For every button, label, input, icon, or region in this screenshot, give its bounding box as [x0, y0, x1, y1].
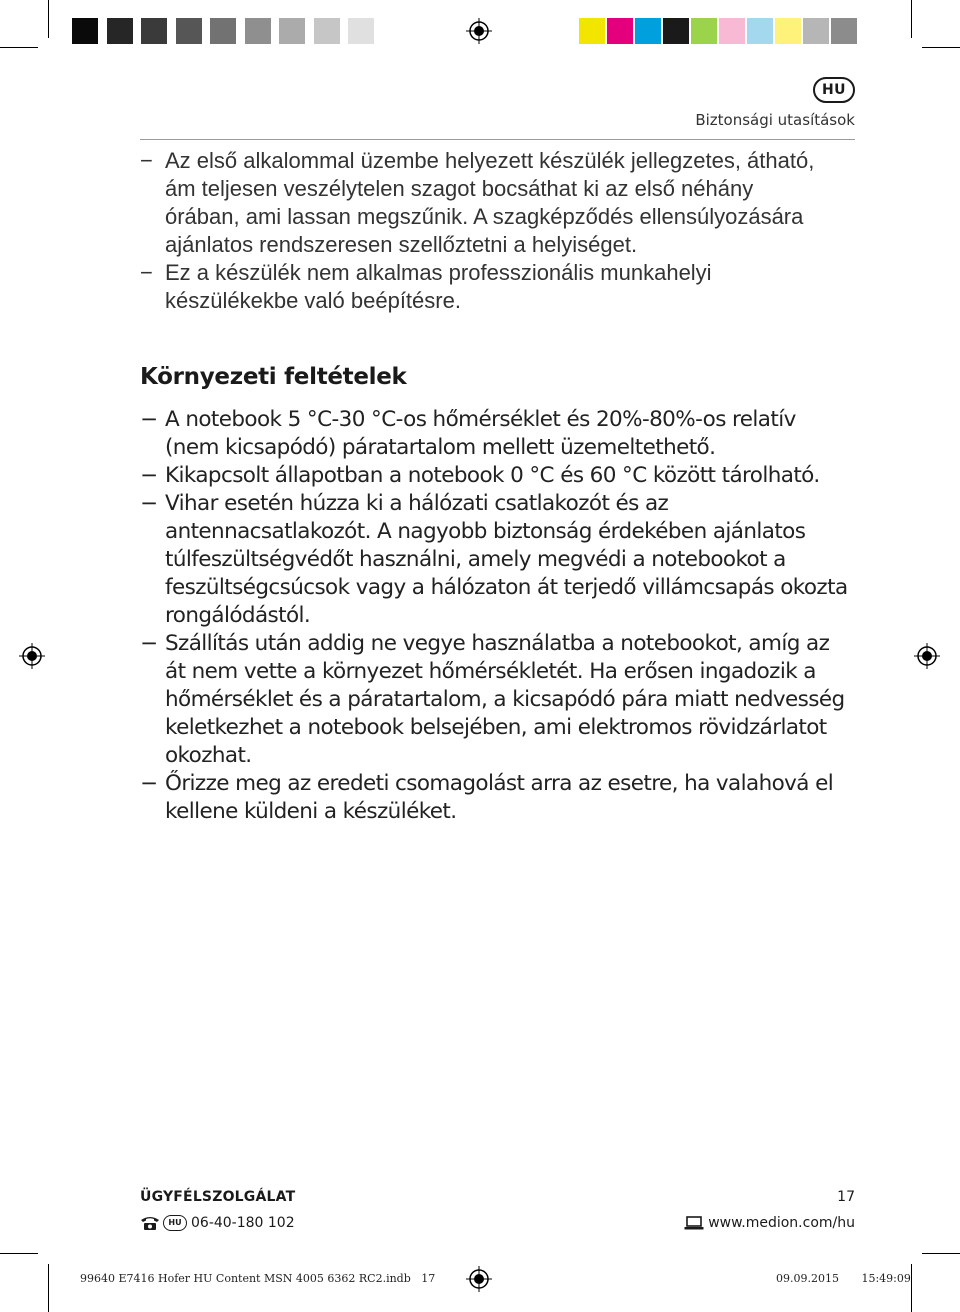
color-swatch — [279, 18, 305, 44]
color-swatch — [747, 18, 773, 44]
dash-bullet: − — [140, 771, 158, 796]
phone-number: 06-40-180 102 — [191, 1215, 295, 1231]
color-swatch — [107, 18, 133, 44]
list-item — [140, 147, 830, 259]
list-item-text: Kikapcsolt állapotban a notebook 0 °C és 60 °C között tárolható. — [165, 463, 820, 488]
language-badge: HU — [813, 77, 855, 103]
color-swatch — [348, 18, 374, 44]
color-swatch — [663, 18, 689, 44]
list-item-text: Őrizze meg az eredeti csomagolást arra az esetre, ha valahová el kellene küldeni a készüléket. — [165, 771, 834, 824]
list-item — [140, 770, 852, 826]
color-swatch — [176, 18, 202, 44]
print-slug-file: 99640 E7416 Hofer HU Content MSN 4005 6362 RC2.indb 17 — [80, 1272, 436, 1285]
phone-country-badge: HU — [163, 1215, 187, 1231]
registration-mark-icon — [466, 18, 492, 44]
color-swatch — [803, 18, 829, 44]
section-title: Biztonsági utasítások — [695, 111, 855, 129]
list-item-text: A notebook 5 °C-30 °C-os hőmérséklet és 20%-80%-os relatív (nem kicsapódó) páratartalom mellett üzemeltethető. — [165, 407, 796, 460]
color-swatch — [719, 18, 745, 44]
intro-list — [140, 147, 830, 315]
telephone-icon — [140, 1215, 160, 1231]
list-item — [140, 490, 852, 630]
print-slug-date: 09.09.2015 15:49:09 — [776, 1272, 911, 1285]
list-item-text: Szállítás után addig ne vegye használatba a notebookot, amíg az át nem vette a környezet hőmérsékletét. Ha erősen ingadozik a hőmérséklet és a páratartalom, a kicsapódó pára miatt nedvesség keletkezhet a notebook belsejében, ami elektromos rövidzárlatot okozhat. — [165, 631, 845, 768]
color-swatch — [314, 18, 340, 44]
dash-bullet: − — [140, 260, 153, 285]
dash-bullet: − — [140, 631, 158, 656]
page-number: 17 — [837, 1189, 855, 1205]
registration-mark-icon — [19, 643, 45, 669]
list-item — [140, 406, 852, 462]
color-swatch — [579, 18, 605, 44]
dash-bullet: − — [140, 407, 158, 432]
dash-bullet: − — [140, 463, 158, 488]
list-item-text: Ez a készülék nem alkalmas professzionális munkahelyi készülékekbe való beépítésre. — [165, 260, 712, 313]
dash-bullet: − — [140, 148, 153, 173]
color-swatch — [831, 18, 857, 44]
list-item — [140, 462, 852, 490]
color-swatch — [210, 18, 236, 44]
dash-bullet: − — [140, 491, 158, 516]
color-swatch — [691, 18, 717, 44]
list-item-text: Az első alkalommal üzembe helyezett készülék jellegzetes, átható, ám teljesen veszélytelen szagot bocsáthat ki az első néhány órában, ami lassan megszűnik. A szagképződés ellensúlyozására ajánlatos rendszeresen szellőztetni a helyiséget. — [165, 148, 815, 257]
section-heading: Környezeti feltételek — [140, 364, 407, 390]
environment-list — [140, 406, 852, 826]
color-swatch — [141, 18, 167, 44]
color-swatch — [775, 18, 801, 44]
color-swatch — [607, 18, 633, 44]
website-url: www.medion.com/hu — [708, 1215, 855, 1231]
color-swatch — [245, 18, 271, 44]
registration-mark-icon — [914, 643, 940, 669]
laptop-icon — [684, 1216, 704, 1230]
website — [684, 1212, 855, 1234]
hotline — [140, 1212, 295, 1234]
list-item — [140, 259, 830, 315]
color-swatch — [72, 18, 98, 44]
footer-title: ÜGYFÉLSZOLGÁLAT — [140, 1189, 296, 1205]
header-divider — [140, 139, 855, 140]
list-item — [140, 630, 852, 770]
color-swatch — [635, 18, 661, 44]
list-item-text: Vihar esetén húzza ki a hálózati csatlakozót és az antennacsatlakozót. A nagyobb biztonság érdekében ajánlatos túlfeszültségvédőt használni, amely megvédi a notebookot a feszültségcsúcsok vagy a hálózaton át terjedő villámcsapás okozta rongálódástól. — [165, 491, 848, 628]
registration-mark-icon — [466, 1266, 492, 1292]
